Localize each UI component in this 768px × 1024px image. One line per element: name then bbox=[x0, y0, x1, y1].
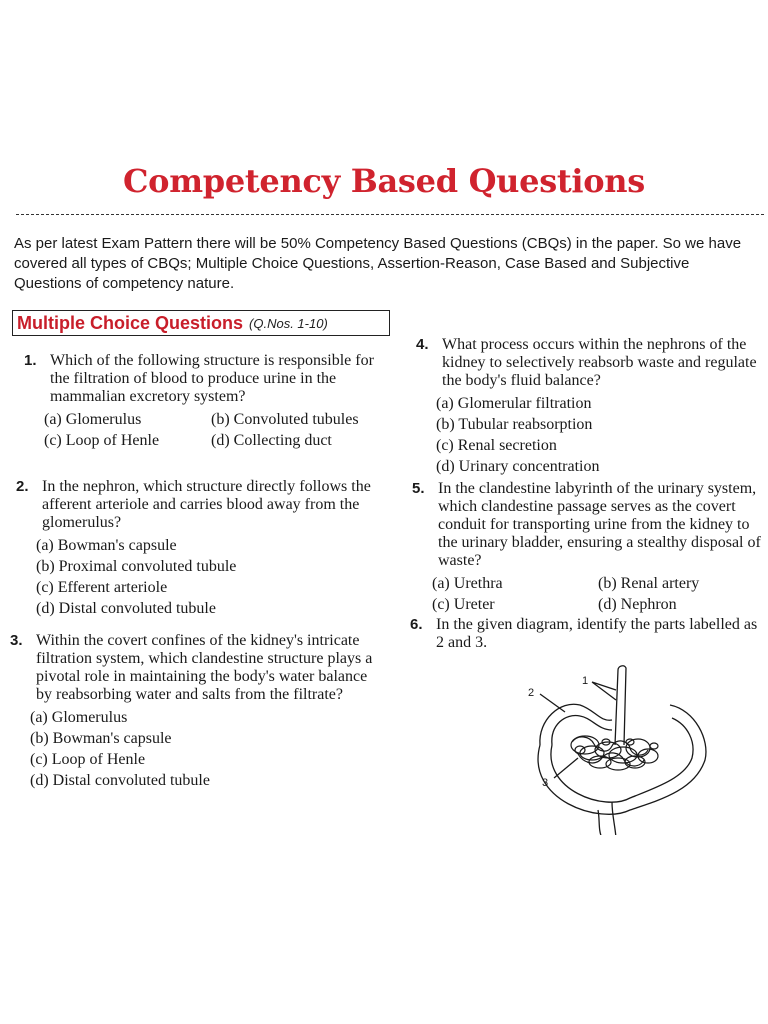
question-stem: Within the covert confines of the kidney's intricate filtration system, which clandestine structure plays a pivotal role in maintaining the body's water balance by reabsorbing water and salts from the filtrate? bbox=[36, 632, 373, 703]
option-b: (b) Convoluted tubules bbox=[211, 411, 359, 428]
page-title: Competency Based Questions bbox=[123, 162, 645, 200]
section-range: (Q.Nos. 1-10) bbox=[249, 315, 328, 331]
label-1: 1 bbox=[582, 675, 589, 687]
option-a: (a) Glomerular filtration bbox=[436, 395, 592, 412]
options bbox=[36, 535, 372, 619]
question-2 bbox=[16, 478, 372, 619]
option-c: (c) Efferent arteriole bbox=[36, 579, 168, 596]
question-4 bbox=[416, 336, 764, 477]
option-b: (b) Proximal convoluted tubule bbox=[36, 558, 237, 575]
leader-3 bbox=[554, 758, 578, 778]
question-stem: In the nephron, which structure directly follows the afferent arteriole and carries blood away from the glomerulus? bbox=[42, 478, 371, 531]
leader-2 bbox=[540, 694, 565, 712]
option-d: (d) Distal convoluted tubule bbox=[30, 772, 210, 789]
option-c: (c) Loop of Henle bbox=[44, 432, 160, 449]
option-b: (b) Tubular reabsorption bbox=[436, 416, 593, 433]
label-3: 3 bbox=[542, 777, 549, 789]
option-a: (a) Glomerulus bbox=[44, 411, 142, 428]
option-d: (d) Distal convoluted tubule bbox=[36, 600, 216, 617]
option-a: (a) Bowman's capsule bbox=[36, 537, 177, 554]
option-d: (d) Collecting duct bbox=[211, 432, 332, 449]
bowmans-capsule-inner bbox=[551, 718, 693, 802]
option-d: (d) Urinary concentration bbox=[436, 458, 600, 475]
option-c: (c) Loop of Henle bbox=[30, 751, 146, 768]
question-1 bbox=[24, 352, 378, 451]
question-5 bbox=[412, 480, 764, 615]
question-stem: Which of the following structure is responsible for the filtration of blood to produce urine in the mammalian excretory system? bbox=[50, 352, 374, 405]
section-heading bbox=[12, 310, 390, 336]
label-2: 2 bbox=[528, 687, 535, 699]
question-stem: What process occurs within the nephrons of the kidney to selectively reabsorb waste and regulate the body's fluid balance? bbox=[442, 336, 757, 389]
section-title: Multiple Choice Questions bbox=[17, 312, 244, 333]
option-c: (c) Renal secretion bbox=[436, 437, 557, 454]
question-number: 4. bbox=[416, 336, 429, 353]
bowmans-capsule-outer bbox=[538, 705, 706, 814]
question-number: 6. bbox=[410, 616, 423, 633]
question-6 bbox=[410, 616, 764, 652]
option-a: (a) Glomerulus bbox=[30, 709, 128, 726]
question-3 bbox=[10, 632, 374, 791]
options bbox=[30, 707, 374, 791]
nephron-diagram bbox=[520, 650, 730, 835]
intro-paragraph: As per latest Exam Pattern there will be 50% Competency Based Questions (CBQs) in the paper. So we have covered all types of CBQs; Multiple Choice Questions, Assertion-Reason, Case Based and Subjective Questions of competency nature. bbox=[14, 235, 742, 292]
leader-1 bbox=[592, 682, 616, 700]
option-a: (a) Urethra bbox=[432, 575, 503, 592]
question-number: 3. bbox=[10, 632, 23, 649]
option-c: (c) Ureter bbox=[432, 596, 495, 613]
question-stem: In the given diagram, identify the parts labelled as 2 and 3. bbox=[436, 616, 758, 651]
question-stem: In the clandestine labyrinth of the urinary system, which clandestine passage serves as the covert conduit for transporting urine from the kidney to the urinary bladder, ensuring a stealthy disposal of waste? bbox=[438, 480, 761, 569]
dashed-divider bbox=[16, 214, 764, 215]
question-number: 5. bbox=[412, 480, 425, 497]
option-b: (b) Bowman's capsule bbox=[30, 730, 172, 747]
option-b: (b) Renal artery bbox=[598, 575, 700, 592]
option-d: (d) Nephron bbox=[598, 596, 677, 613]
question-number: 2. bbox=[16, 478, 29, 495]
options bbox=[436, 393, 764, 477]
glomerulus bbox=[571, 736, 658, 770]
options bbox=[432, 573, 764, 615]
afferent-vessel bbox=[615, 666, 626, 745]
question-number: 1. bbox=[24, 352, 37, 369]
options bbox=[44, 409, 378, 451]
